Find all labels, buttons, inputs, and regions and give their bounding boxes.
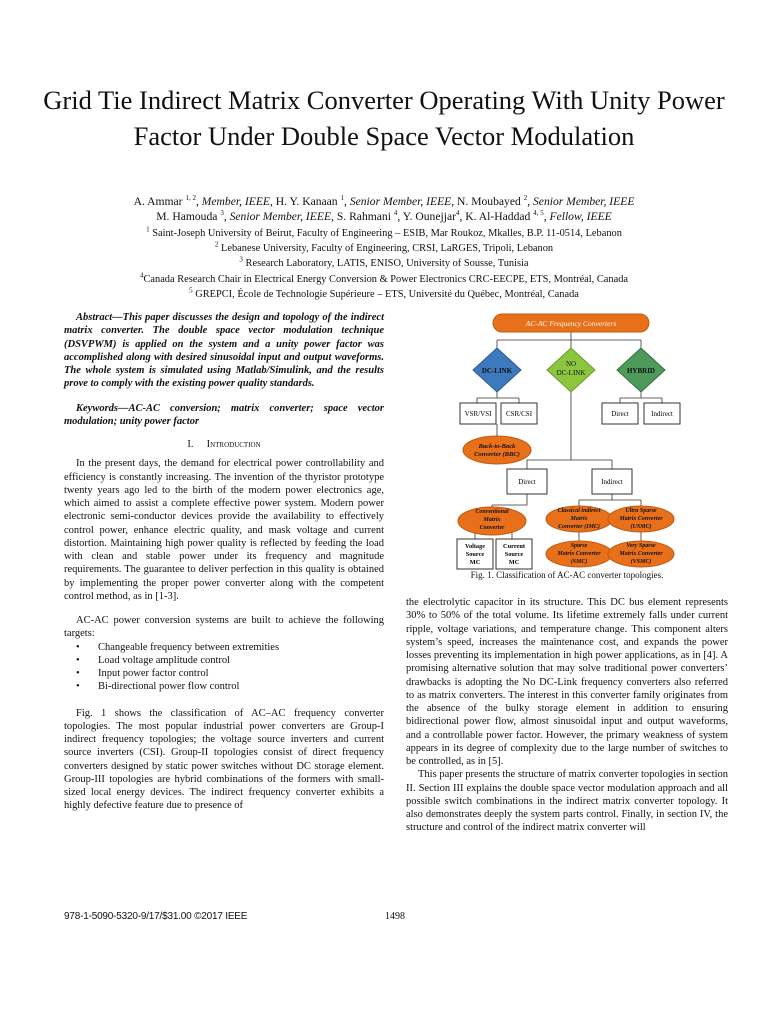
author-name: K. Al-Haddad xyxy=(465,210,531,223)
abstract-text: Abstract—This paper discusses the design and topology of the indirect matrix converter. The double space vector modulation technique (DSVPWM) is applied on the system and a unity power factor was accomplished along with desired sinusoidal input and output waveforms. The whole system is simulated using Matlab/Simulink, and the results prove to comply with the existing power quality standards. xyxy=(64,312,384,390)
figure-caption: Fig. 1. Classification of AC-AC converter topologies. xyxy=(470,570,664,580)
affil-text: Canada Research Chair in Electrical Energy Conversion & Power Electronics CRC-EECPE, ETS, Montréal, Canada xyxy=(143,273,629,285)
node-bbc xyxy=(463,436,531,464)
author-affil-sup: 1, 2 xyxy=(185,194,196,203)
author-name: Y. Ounejjar xyxy=(402,210,456,223)
node-usmc-label: (USMC) xyxy=(630,524,652,530)
author-role: Senior Member, IEEE xyxy=(533,195,635,208)
node-no-dc-link-label: NO xyxy=(565,360,577,368)
list-item: • Input power factor control xyxy=(64,667,384,680)
author-line-2: M. Hamouda $^3$, Senior Member, IEEE, S. Rahmani $^4$, Y. Ounejjar$^4$, K. Al-Haddad $^{4, 5}$, Fellow, IEEE xyxy=(156,209,612,223)
node-imc-label: Classical indirect xyxy=(557,508,601,514)
node-smc-label: Matrix Converter xyxy=(557,551,601,557)
abstract xyxy=(64,311,384,391)
node-usmc-label: Matrix Converter xyxy=(619,516,663,522)
affil-text: Saint-Joseph University of Beirut, Faculty of Engineering – ESIB, Mar Roukoz, Mkalles, B.P. 11-0514, Lebanon xyxy=(152,228,622,239)
node-voltage-source-mc-label: Source xyxy=(465,551,485,558)
classification-diagram xyxy=(455,310,687,572)
author-list xyxy=(40,194,728,224)
affil-text: GREPCI, École de Technologie Supérieure – ETS, Université du Québec, Montréal, Canada xyxy=(195,288,579,300)
node-imc-label: Converter (IMC) xyxy=(558,524,600,530)
targets-list xyxy=(64,641,384,694)
node-no-dc-link-label: DC-LINK xyxy=(556,369,586,377)
node-hybrid-indirect-label: Indirect xyxy=(651,410,673,418)
node-usmc-label: Ultra Sparse xyxy=(625,508,657,514)
list-item: • Load voltage amplitude control xyxy=(64,654,384,667)
author-affil-sup: 2 xyxy=(523,194,528,203)
author-name: N. Moubayed xyxy=(457,195,521,208)
section-number: I. xyxy=(187,439,194,450)
node-smc-label: Sparse xyxy=(570,543,588,549)
page-number: 1498 xyxy=(385,911,405,922)
left-column xyxy=(64,311,384,813)
node-bbc-label: Converter (BBC) xyxy=(474,451,520,458)
node-current-source-mc-label: Source xyxy=(504,551,524,558)
node-root-label: AC-AC Frequency Converters xyxy=(525,319,617,328)
node-vsr-vsi-label: VSR/VSI xyxy=(464,410,492,418)
affil-num: 3 xyxy=(239,255,243,264)
affil-num: 1 xyxy=(146,225,150,234)
node-indirect-label: Indirect xyxy=(601,478,623,486)
node-voltage-source-mc-label: MC xyxy=(469,559,481,566)
list-item: • Bi-directional power flow control xyxy=(64,680,384,693)
affil-num: 2 xyxy=(214,240,219,249)
section-title: Introduction xyxy=(206,439,261,450)
author-role: Senior Member, IEEE xyxy=(229,210,332,223)
author-role: Fellow, IEEE xyxy=(549,210,612,223)
paragraph: In the present days, the demand for electrical power controllability and efficiency is constantly increasing. The invention of the thyristor prototype twenty years ago led to the birth of the modern power electronics age, which aimed to assist a complete effective power system. Modern power electronic semi-conductor devices provide the availability to effectively control power, enhance electric quality, and mask voltage and current distortion. Maintaining high power quality is reflected by feeding the load with clean and stable power under its frequency and magnitude requirements. The guarantee to deliver perfection in this quality is obtained by implementing the proper power converter along with the competent control method, as in [1-3]. xyxy=(64,458,384,602)
affil-num: 4 xyxy=(139,271,144,280)
author-name: H. Y. Kanaan xyxy=(275,195,338,208)
section-heading-introduction xyxy=(64,438,384,451)
node-hybrid-direct-label: Direct xyxy=(611,410,629,418)
node-cmc-label: Converter xyxy=(479,525,505,531)
author-line-1: A. Ammar $^{1, 2}$, Member, IEEE, H. Y. Kanaan $^1$, Senior Member, IEEE, N. Moubayed $^2$, Senior Member, IEEE xyxy=(133,194,635,208)
author-name: M. Hamouda xyxy=(156,210,218,223)
affiliation xyxy=(40,241,728,256)
affiliation xyxy=(40,272,728,287)
list-item: • Changeable frequency between extremities xyxy=(64,641,384,654)
node-vsmc-label: (VSMC) xyxy=(630,559,652,565)
node-hybrid-label: HYBRID xyxy=(626,367,656,375)
keywords: Keywords—AC-AC conversion; matrix converter; space vector modulation; unity power factor xyxy=(64,402,384,427)
author-affil-sup: 3 xyxy=(220,209,224,218)
affiliation xyxy=(40,287,728,302)
affil-text: Lebanese University, Faculty of Engineering, CRSI, LaRGES, Tripoli, Lebanon xyxy=(221,243,554,255)
affiliations xyxy=(40,226,728,302)
paragraph: This paper presents the structure of matrix converter topologies in section II. Section III explains the double space vector modulation approach and all possible switch combinations in the indirect matrix converter topology. It also demonstrates deeply the system parts control. Finally, in section IV, the structure and control of the indirect matrix converter will xyxy=(406,769,728,834)
author-affil-sup: 4 xyxy=(393,209,398,218)
paragraph: AC-AC power conversion systems are built to achieve the following targets: xyxy=(64,615,384,640)
affil-num: 5 xyxy=(189,286,193,295)
author-name: S. Rahmani xyxy=(336,210,391,223)
node-vsmc-label: Very Sparse xyxy=(626,543,656,549)
paragraph: the electrolytic capacitor in its structure. This DC bus element represents 30% to 50% of the total volume. Its lifetime extremely falls under current ripple, voltage variations, and temperature change. This component alters system’s speed, increases the maintenance cost, and expands the power losses preventing its implementation in high power applications, as in [4]. A promising alternative solution that may solve traditional power converters’ drawbacks is adopting the No DC-Link frequency converters also referred to as matrix converters. The interest in this converter family originates from the absence of the bulky storage element in addition to ensuring bidirectional power flow, almost sinusoidal input and output waveforms, and a controllable power factor. However, the primary weakness of system appears in its degree of complexity due to the large number of switches to be controlled, as in [5]. xyxy=(406,597,728,767)
node-current-source-mc-label: MC xyxy=(508,559,520,566)
paper-title: Grid Tie Indirect Matrix Converter Operating With Unity Power Factor Under Double Space Vector Modulation xyxy=(43,85,725,151)
affil-text: Research Laboratory, LATIS, ENISO, University of Sousse, Tunisia xyxy=(245,258,529,270)
affiliation xyxy=(40,256,728,271)
right-column xyxy=(406,596,728,835)
node-bbc-label: Back-to-Back xyxy=(478,443,516,450)
node-csr-csi-label: CSR/CSI xyxy=(505,410,533,418)
author-affil-sup: 4 xyxy=(455,209,460,218)
node-voltage-source-mc-label: Voltage xyxy=(464,543,486,550)
node-direct-label: Direct xyxy=(518,478,536,486)
affiliation xyxy=(40,226,728,241)
node-vsmc-label: Matrix Converter xyxy=(619,551,663,557)
author-affil-sup: 4, 5 xyxy=(533,209,544,218)
node-cmc-label: Conventional xyxy=(475,509,509,515)
node-cmc-label: Matrix xyxy=(483,517,501,523)
author-affil-sup: 1 xyxy=(340,194,345,203)
node-current-source-mc-label: Current xyxy=(503,543,525,550)
node-smc-label: (SMC) xyxy=(570,559,588,565)
node-imc-label: Matrix xyxy=(570,516,588,522)
paragraph: Fig. 1 shows the classification of AC–AC frequency converter topologies. The most popular industrial power converters are Group-I indirect frequency topologies; the voltage source inverters and current source inverters (CSI). Group-II topologies consist of direct frequency converters designed by static power switches without DC storage element. Group-III topologies are hybrid combinations of the formers with small-sized local energy devices. The indirect frequency converter exhibits a highly defective feature due to presence of xyxy=(64,707,384,812)
author-name: A. Ammar xyxy=(133,195,183,208)
node-dc-link-label: DC-LINK xyxy=(481,367,513,375)
author-role: Member, IEEE xyxy=(201,195,270,208)
footer-isbn: 978-1-5090-5320-9/17/$31.00 ©2017 IEEE xyxy=(64,911,248,922)
author-role: Senior Member, IEEE xyxy=(349,195,452,208)
